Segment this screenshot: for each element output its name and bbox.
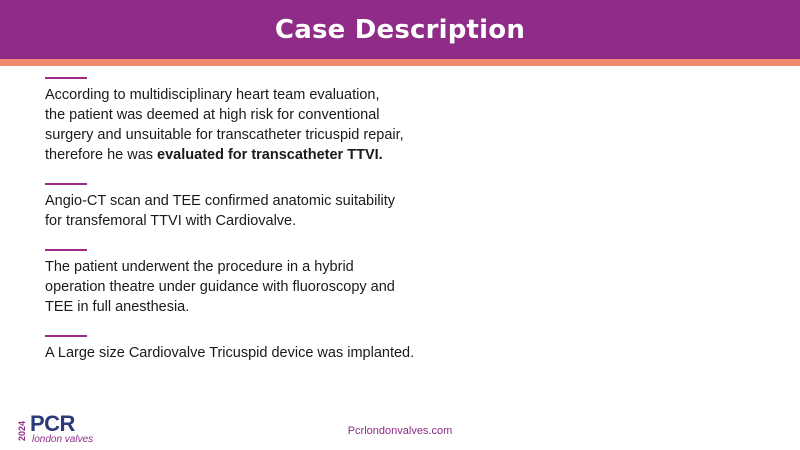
paragraph-1-line-3: surgery and unsuitable for transcatheter tricuspid repair, (45, 127, 404, 143)
logo-main-text: PCR (30, 411, 75, 436)
paragraph-1-line-2: the patient was deemed at high risk for conventional (45, 107, 380, 123)
paragraph-1-line-4-prefix: therefore he was (45, 147, 158, 163)
paragraph-3-line-2: operation theatre under guidance with fluoroscopy and (45, 279, 395, 295)
footer-url: Pcrlondonvalves.com (347, 425, 453, 437)
title-accent-bar (0, 59, 800, 66)
paragraph-block-4 (45, 335, 465, 363)
paragraph-block-3 (45, 249, 465, 317)
section-divider (45, 77, 87, 79)
paragraph-2-line-2: for transfemoral TTVI with Cardiovalve. (45, 213, 297, 229)
logo-year: 2024 (17, 420, 27, 442)
paragraph-3-line-1: The patient underwent the procedure in a hybrid (45, 259, 354, 275)
paragraph-3-line-3: TEE in full anesthesia. (45, 299, 190, 315)
paragraph-1-line-1: According to multidisciplinary heart team evaluation, (45, 87, 380, 103)
paragraph-block-2 (45, 183, 465, 231)
section-divider (45, 249, 87, 251)
logo-subtitle: london valves (32, 434, 94, 445)
paragraph-block-1 (45, 77, 465, 165)
paragraph-3 (45, 257, 465, 317)
paragraph-4: A Large size Cardiovalve Tricuspid device was implanted. (45, 345, 415, 361)
title-banner (0, 0, 800, 59)
paragraph-1-emphasis: evaluated for transcatheter TTVI. (157, 147, 383, 163)
paragraph-1 (45, 85, 465, 165)
page-title: Case Description (274, 14, 526, 45)
paragraph-2 (45, 191, 465, 231)
section-divider (45, 335, 87, 337)
paragraph-2-line-1: Angio-CT scan and TEE confirmed anatomic suitability (45, 193, 396, 209)
section-divider (45, 183, 87, 185)
